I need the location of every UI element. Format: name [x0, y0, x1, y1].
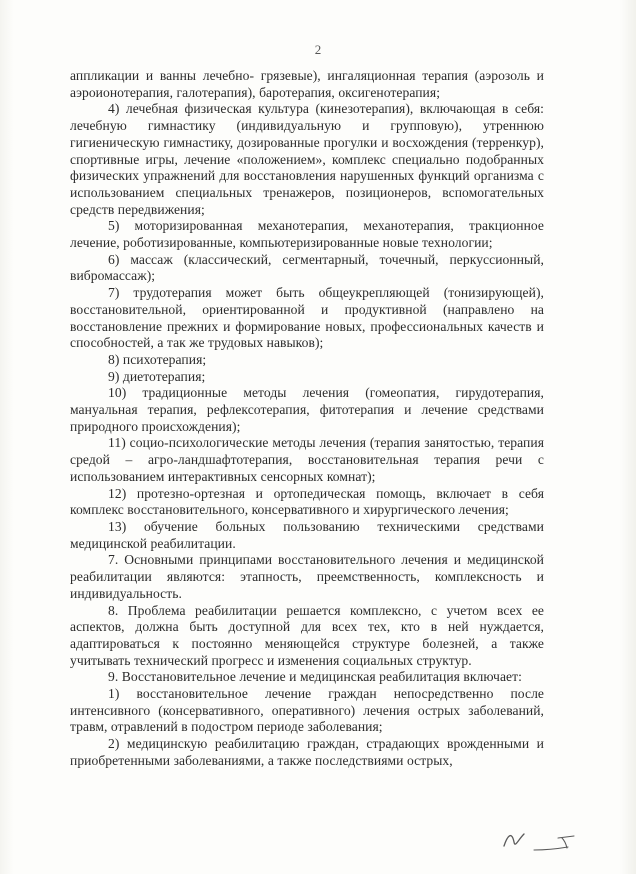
- document-body: [70, 68, 544, 770]
- list-item: 11) социо-психологические методы лечения (терапия занятостью, терапия средой – агро-ландшафтотерапия, восстановительная терапия речи с использованием интерактивных сенсорных комнат);: [70, 435, 544, 484]
- list-item: 1) восстановительное лечение граждан непосредственно после интенсивного (консервативного, оперативного) лечения острых заболеваний, травм, отравлений в подостром периоде заболевания;: [70, 686, 544, 735]
- list-item: 5) моторизированная механотерапия, механотерапия, тракционное лечение, роботизированные, компьютеризированные новые технологии;: [70, 218, 544, 251]
- list-item: 12) протезно-ортезная и ортопедическая помощь, включает в себя комплекс восстановительного, консервативного и хирургического лечения;: [70, 485, 544, 518]
- list-item: 7) трудотерапия может быть общеукрепляющей (тонизирующей), восстановительной, ориентированной и продуктивной (направлено на восстановление прежних и формирование новых, профессиональных качеств и способностей, а так же трудовых навыков);: [70, 285, 544, 351]
- paragraph-continuation: аппликации и ванны лечебно- грязевые), ингаляционная терапия (аэрозоль и аэроионотерапия, галотерапия), баротерапия, оксигенотерапия;: [70, 68, 544, 100]
- list-item: 9) диетотерапия;: [108, 368, 206, 384]
- handwritten-signature: [500, 820, 590, 860]
- list-item: 6) массаж (классический, сегментарный, точечный, перкуссионный, вибромассаж);: [70, 251, 544, 284]
- list-item: 13) обучение больных пользованию техническими средствами медицинской реабилитации.: [70, 518, 544, 551]
- numbered-clause: 8. Проблема реабилитации решается комплексно, с учетом всех ее аспектов, должна быть доступной для всех тех, кто в ней нуждается, адаптироваться к постоянно меняющейся структуре болезней, а также учитывать технический прогресс и изменения социальных структур.: [70, 602, 544, 668]
- list-item: 8) психотерапия;: [108, 351, 207, 367]
- numbered-clause: 7. Основными принципами восстановительного лечения и медицинской реабилитации являются: этапность, преемственность, комплексность и индивидуальность.: [70, 552, 544, 601]
- numbered-clause: 9. Восстановительное лечение и медицинская реабилитация включает:: [108, 669, 522, 685]
- list-item: 2) медицинскую реабилитацию граждан, страдающих врожденными и приобретенными заболеваниями, а также последствиями острых,: [70, 736, 544, 768]
- page-number: 2: [314, 42, 322, 57]
- list-item: 4) лечебная физическая культура (кинезотерапия), включающая в себя: лечебную гимнастику (индивидуальную и групповую), утреннюю гигиеническую гимнастику, дозированные прогулки и восхождения (терренкур), спортивные игры, лечение «положением», комплекс специально подобранных физических упражнений для восстановления нарушенных функций организма с использованием специальных тренажеров, позиционеров, вспомогательных средств передвижения;: [70, 101, 544, 217]
- list-item: 10) традиционные методы лечения (гомеопатия, гирудотерапия, мануальная терапия, рефлексотерапия, фитотерапия и лечение средствами природного происхождения);: [70, 385, 544, 434]
